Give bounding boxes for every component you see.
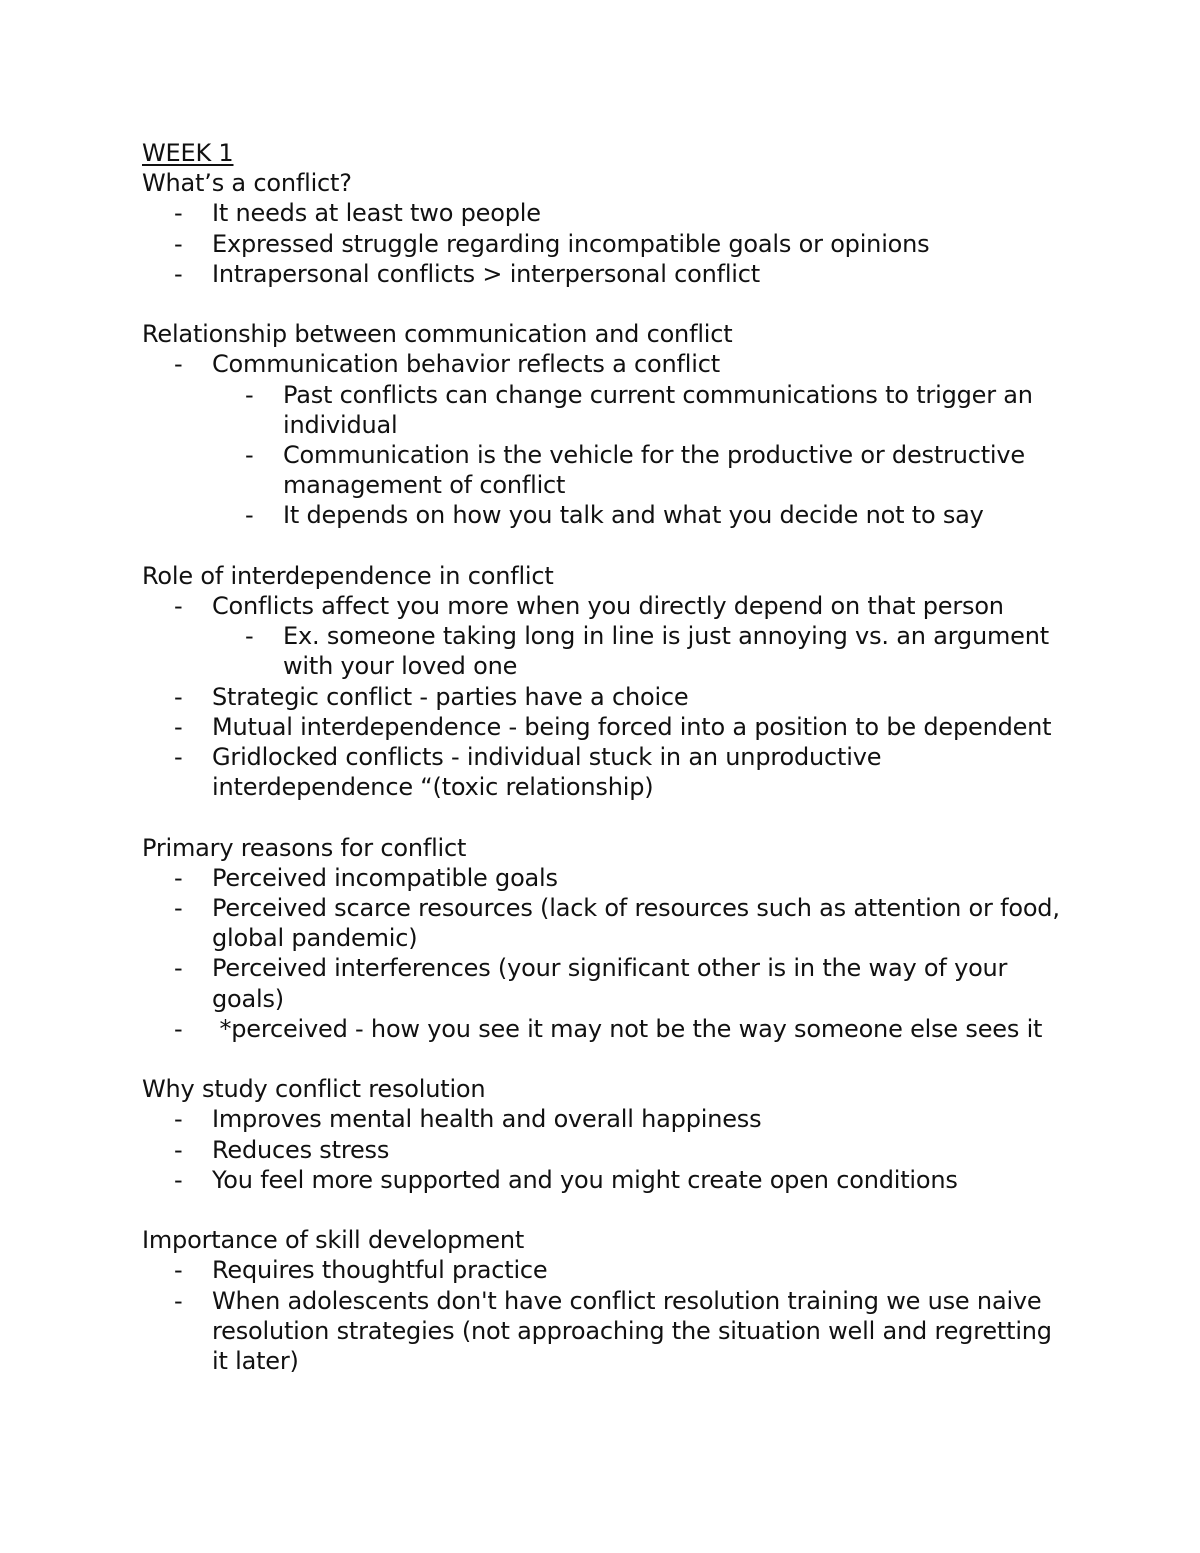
dash-bullet: -: [174, 259, 183, 288]
dash-bullet: -: [174, 1286, 183, 1315]
list-item-text: Reduces stress: [212, 1135, 390, 1164]
dash-bullet: -: [245, 501, 254, 530]
list-item-text: When adolescents don't have conflict resolution training we use naive resolution strategies (not approaching the situation well and regretting it later): [212, 1286, 1052, 1376]
dash-bullet: -: [245, 380, 254, 409]
list-item: [174, 591, 1072, 682]
bullet-list: [142, 863, 1072, 1044]
list-item: [174, 1135, 1072, 1165]
list-item-text: Strategic conflict - parties have a choice: [212, 682, 689, 711]
nested-list-item: [245, 440, 1072, 500]
section-heading: What’s a conflict?: [142, 169, 352, 198]
section-heading: Importance of skill development: [142, 1226, 525, 1255]
dash-bullet: -: [174, 894, 183, 923]
list-item-text: Perceived scarce resources (lack of resources such as attention or food, global pandemic): [212, 894, 1060, 953]
list-item: [174, 953, 1072, 1013]
bullet-list: [142, 198, 1072, 289]
dash-bullet: -: [174, 199, 183, 228]
list-item: [174, 682, 1072, 712]
section-skill-development: [142, 1225, 1072, 1376]
list-item: [174, 863, 1072, 893]
list-item: [174, 742, 1072, 802]
dash-bullet: -: [245, 622, 254, 651]
list-item-text: Improves mental health and overall happiness: [212, 1105, 762, 1134]
nested-list-item: [245, 500, 1072, 530]
section-interdependence: [142, 561, 1072, 803]
dash-bullet: -: [174, 229, 183, 258]
list-item-text: Conflicts affect you more when you directly depend on that person: [212, 592, 1004, 621]
section-why-study: [142, 1074, 1072, 1195]
dash-bullet: -: [174, 1105, 183, 1134]
list-item-text: Past conflicts can change current communications to trigger an individual: [283, 380, 1033, 439]
list-item-text: Requires thoughtful practice: [212, 1256, 548, 1285]
list-item-text: Gridlocked conflicts - individual stuck in an unproductive interdependence “(toxic relationship): [212, 743, 882, 802]
list-item-text: Mutual interdependence - being forced into a position to be dependent: [212, 712, 1052, 741]
list-item: [174, 1014, 1072, 1044]
list-item: [174, 349, 1072, 530]
list-item-text: *perceived - how you see it may not be the way someone else sees it: [212, 1014, 1043, 1043]
list-item-text: Ex. someone taking long in line is just annoying vs. an argument with your loved one: [283, 622, 1049, 681]
dash-bullet: -: [245, 441, 254, 470]
bullet-list: [142, 1104, 1072, 1195]
list-item-text: Intrapersonal conflicts > interpersonal conflict: [212, 259, 760, 288]
dash-bullet: -: [174, 863, 183, 892]
list-item-text: You feel more supported and you might create open conditions: [212, 1165, 958, 1194]
list-item: [174, 198, 1072, 228]
section-heading: Primary reasons for conflict: [142, 833, 467, 862]
dash-bullet: -: [174, 350, 183, 379]
bullet-list: [142, 349, 1072, 530]
dash-bullet: -: [174, 712, 183, 741]
list-item: [174, 1104, 1072, 1134]
dash-bullet: -: [174, 682, 183, 711]
list-item: [174, 893, 1072, 953]
nested-bullet-list: [212, 380, 1072, 531]
list-item: [174, 712, 1072, 742]
nested-list-item: [245, 380, 1072, 440]
list-item-text: Perceived incompatible goals: [212, 863, 558, 892]
list-item-text: Perceived interferences (your significant other is in the way of your goals): [212, 954, 1008, 1013]
dash-bullet: -: [174, 1014, 183, 1043]
dash-bullet: -: [174, 743, 183, 772]
dash-bullet: -: [174, 954, 183, 983]
list-item-text: It needs at least two people: [212, 199, 541, 228]
nested-list-item: [245, 621, 1072, 681]
list-item-text: Communication behavior reflects a conflict: [212, 350, 720, 379]
bullet-list: [142, 591, 1072, 802]
section-communication-and-conflict: [142, 319, 1072, 530]
list-item: [174, 229, 1072, 259]
dash-bullet: -: [174, 1165, 183, 1194]
section-primary-reasons: [142, 833, 1072, 1044]
section-heading: Relationship between communication and conflict: [142, 320, 733, 349]
dash-bullet: -: [174, 592, 183, 621]
section-whats-a-conflict: [142, 168, 1072, 289]
nested-bullet-list: [212, 621, 1072, 681]
section-heading: Role of interdependence in conflict: [142, 561, 554, 590]
list-item: [174, 1286, 1072, 1377]
list-item-text: Communication is the vehicle for the productive or destructive management of conflict: [283, 441, 1025, 500]
list-item-text: Expressed struggle regarding incompatible goals or opinions: [212, 229, 930, 258]
list-item-text: It depends on how you talk and what you decide not to say: [283, 501, 984, 530]
dash-bullet: -: [174, 1135, 183, 1164]
bullet-list: [142, 1255, 1072, 1376]
document-page: [142, 138, 1072, 1376]
list-item: [174, 1165, 1072, 1195]
list-item: [174, 1255, 1072, 1285]
dash-bullet: -: [174, 1256, 183, 1285]
list-item: [174, 259, 1072, 289]
section-heading: Why study conflict resolution: [142, 1075, 486, 1104]
document-title: WEEK 1: [142, 139, 234, 167]
